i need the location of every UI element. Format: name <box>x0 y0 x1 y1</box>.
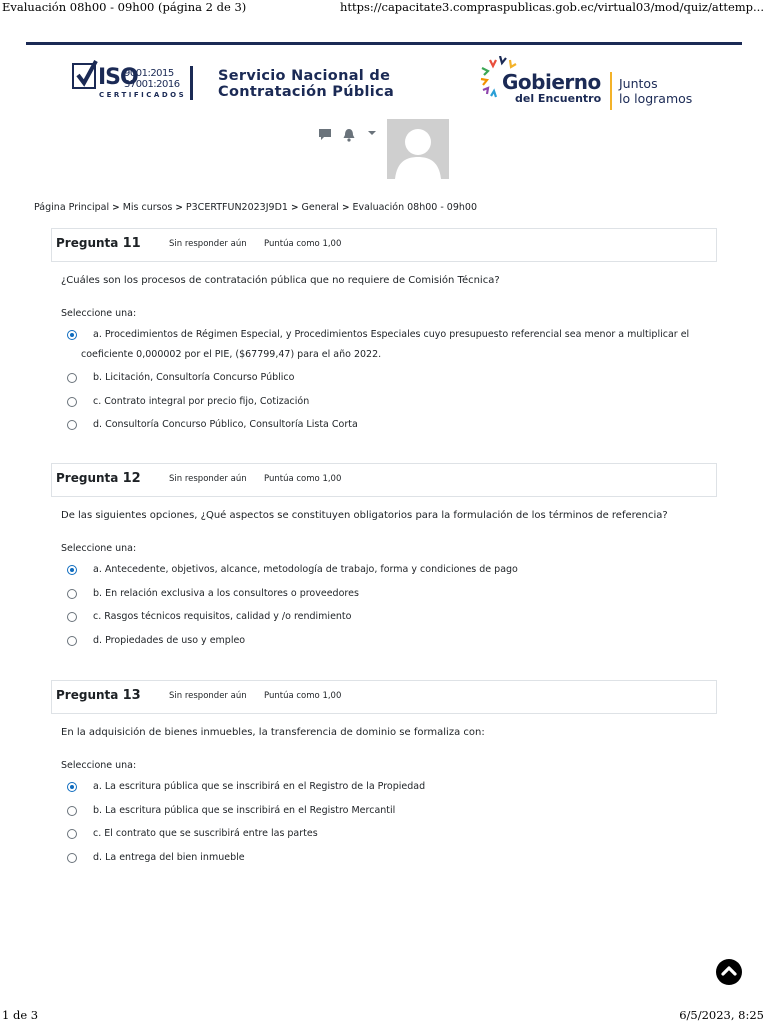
message-icon[interactable] <box>318 128 332 142</box>
print-datetime: 6/5/2023, 8:25 <box>679 1008 764 1022</box>
radio-button[interactable] <box>67 330 77 340</box>
user-nav <box>316 126 386 146</box>
gobierno-divider <box>610 72 612 110</box>
radio-button[interactable] <box>67 806 77 816</box>
question-state: Sin responder aún <box>169 474 247 484</box>
header-top-rule <box>26 42 742 45</box>
answer-option-c[interactable]: c. Rasgos técnicos requisitos, calidad y /o rendimiento <box>65 607 717 627</box>
radio-button[interactable] <box>67 636 77 646</box>
gobierno-logo <box>480 56 710 112</box>
answer-prompt: Seleccione una: <box>61 760 137 771</box>
question-grade: Puntúa como 1,00 <box>264 474 342 484</box>
answer-option-b[interactable]: b. Licitación, Consultoría Concurso Público <box>65 368 717 388</box>
iso-standards: 9001:2015 37001:2016 <box>124 68 180 90</box>
answer-option-b[interactable]: b. En relación exclusiva a los consultores o proveedores <box>65 584 717 604</box>
answer-prompt: Seleccione una: <box>61 308 137 319</box>
answer-option-d[interactable]: d. La entrega del bien inmueble <box>65 848 717 868</box>
iso-text: ISO <box>98 65 138 90</box>
print-footer <box>0 1008 768 1024</box>
answer-list <box>65 560 717 650</box>
sercop-line2: Contratación Pública <box>218 84 395 100</box>
radio-button[interactable] <box>67 397 77 407</box>
user-silhouette-icon <box>387 119 449 179</box>
sercop-line1: Servicio Nacional de <box>218 68 391 84</box>
iso-certified-label: CERTIFICADOS <box>99 91 187 99</box>
question-number: Pregunta 12 <box>56 471 141 486</box>
answer-option-c[interactable]: c. El contrato que se suscribirá entre las partes <box>65 824 717 844</box>
question-info <box>51 228 717 262</box>
question-card <box>51 463 717 654</box>
dropdown-caret-icon[interactable] <box>368 130 376 136</box>
answer-option-d[interactable]: d. Propiedades de uso y empleo <box>65 631 717 651</box>
radio-button[interactable] <box>67 589 77 599</box>
radio-button[interactable] <box>67 565 77 575</box>
logo-divider <box>190 66 193 100</box>
sercop-logo[interactable] <box>218 68 394 100</box>
answer-option-a[interactable]: a. Antecedente, objetivos, alcance, metodología de trabajo, forma y condiciones de pago <box>65 560 717 580</box>
question-grade: Puntúa como 1,00 <box>264 239 342 249</box>
question-text: En la adquisición de bienes inmuebles, la transferencia de dominio se formaliza con: <box>61 727 485 738</box>
question-state: Sin responder aún <box>169 691 247 701</box>
answer-list <box>65 777 717 867</box>
question-text: De las siguientes opciones, ¿Qué aspectos se constituyen obligatorios para la formulación de los términos de referencia? <box>61 510 668 521</box>
chevron-right-icon: > <box>341 203 350 213</box>
print-page-count: 1 de 3 <box>2 1008 39 1022</box>
chevron-right-icon: > <box>290 203 299 213</box>
back-to-top-button[interactable] <box>716 959 742 985</box>
check-icon <box>72 63 96 89</box>
question-number: Pregunta 13 <box>56 688 141 703</box>
chevron-right-icon: > <box>175 203 183 213</box>
radio-button[interactable] <box>67 373 77 383</box>
radio-button[interactable] <box>67 853 77 863</box>
breadcrumb-item-my-courses[interactable]: Mis cursos <box>122 202 173 213</box>
breadcrumb <box>34 202 477 213</box>
question-card <box>51 228 717 439</box>
gobierno-subtitle: del Encuentro <box>515 92 602 105</box>
radio-button[interactable] <box>67 782 77 792</box>
notification-bell-icon[interactable] <box>342 128 356 142</box>
question-grade: Puntúa como 1,00 <box>264 691 342 701</box>
question-info <box>51 680 717 714</box>
chevron-right-icon: > <box>112 203 120 213</box>
question-card <box>51 680 717 871</box>
answer-prompt: Seleccione una: <box>61 543 137 554</box>
breadcrumb-item-course[interactable]: P3CERTFUN2023J9D1 <box>185 202 288 213</box>
radio-button[interactable] <box>67 420 77 430</box>
chevron-up-icon <box>716 959 742 985</box>
print-header <box>0 0 768 16</box>
question-number: Pregunta 11 <box>56 236 141 251</box>
answer-option-a[interactable]: a. Procedimientos de Régimen Especial, y Procedimientos Especiales cuyo presupuesto referencial sea menor a multiplicar el coeficiente 0,000002 por el PIE, ($67799,47) para el año 2022. <box>65 325 717 364</box>
radio-button[interactable] <box>67 612 77 622</box>
breadcrumb-item-quiz[interactable]: Evaluación 08h00 - 09h00 <box>352 202 477 213</box>
question-text: ¿Cuáles son los procesos de contratación pública que no requiere de Comisión Técnica? <box>61 275 500 286</box>
iso-certification-logo <box>72 63 187 103</box>
answer-option-b[interactable]: b. La escritura pública que se inscribirá en el Registro Mercantil <box>65 801 717 821</box>
print-url: https://capacitate3.compraspublicas.gob.ec/virtual03/mod/quiz/attemp... <box>339 0 764 14</box>
breadcrumb-item-section[interactable]: General <box>301 202 339 213</box>
avatar[interactable] <box>387 119 449 179</box>
gobierno-wordmark: Gobierno <box>502 70 601 94</box>
print-page-title: Evaluación 08h00 - 09h00 (página 2 de 3) <box>2 0 247 14</box>
radio-button[interactable] <box>67 829 77 839</box>
answer-list <box>65 325 717 435</box>
question-info <box>51 463 717 497</box>
answer-option-a[interactable]: a. La escritura pública que se inscribirá en el Registro de la Propiedad <box>65 777 717 797</box>
answer-option-d[interactable]: d. Consultoría Concurso Público, Consultoría Lista Corta <box>65 415 717 435</box>
answer-option-c[interactable]: c. Contrato integral por precio fijo, Cotización <box>65 392 717 412</box>
breadcrumb-item-home[interactable]: Página Principal <box>34 202 110 213</box>
question-state: Sin responder aún <box>169 239 247 249</box>
gobierno-tagline: Juntos lo logramos <box>619 76 693 106</box>
